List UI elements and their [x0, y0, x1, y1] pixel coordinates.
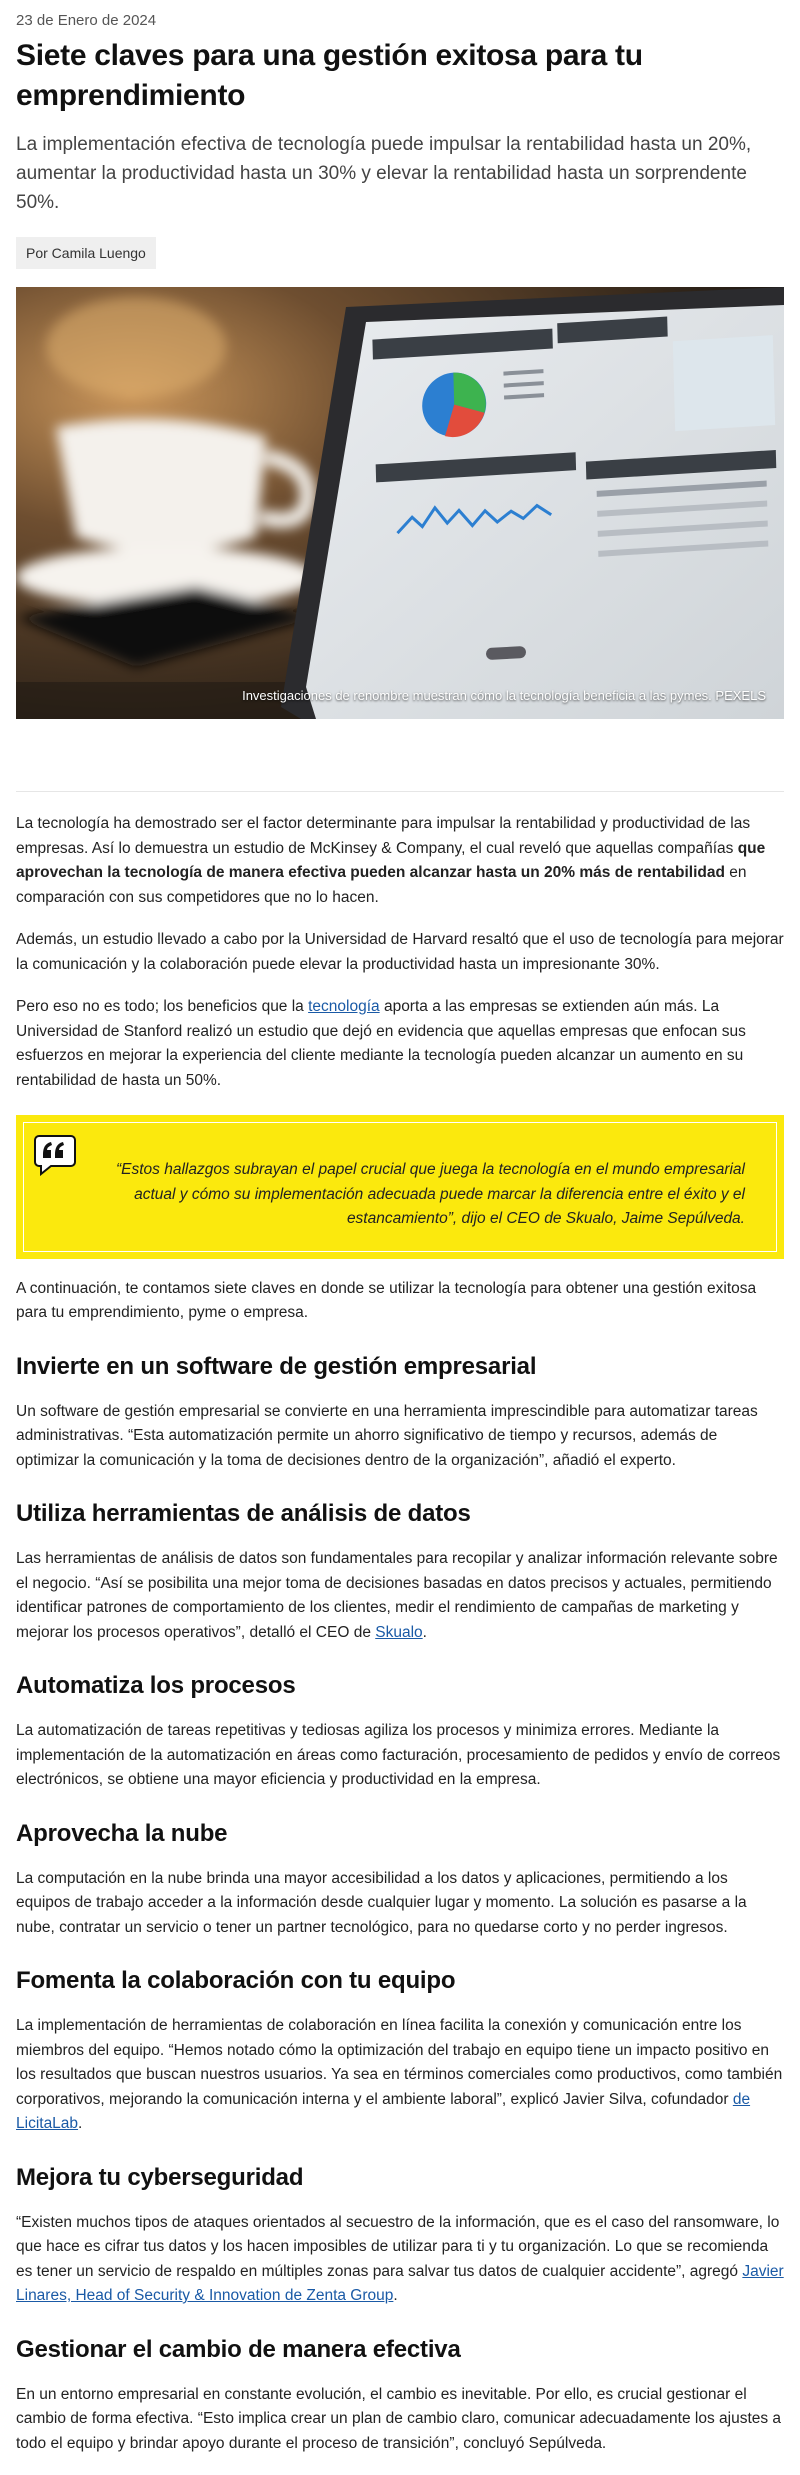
text: Las herramientas de análisis de datos son fundamentales para recopilar y analizar información relevante sobre el negocio. “Así se posibilita una mejor toma de decisiones basadas en datos precisos y actuales, permitiendo identificar patrones de comportamiento de los clientes, medir el rendimiento de campañas de marketing y mejorar los procesos operativos”, detalló el CEO de — [16, 1550, 778, 1641]
hero-image — [16, 287, 784, 719]
link-licitalab[interactable]: de LicitaLab — [16, 2090, 751, 2132]
text: . — [78, 2115, 83, 2132]
link-zenta-group[interactable]: Javier Linares, Head of Security & Innovation de Zenta Group — [16, 2262, 784, 2304]
author-byline[interactable]: Por Camila Luengo — [16, 237, 156, 269]
pull-quote — [16, 1115, 784, 1259]
section-title-7: Gestionar el cambio de manera efectiva — [16, 2335, 461, 2363]
article-body — [16, 812, 784, 2456]
article-subtitle: La implementación efectiva de tecnología puede impulsar la rentabilidad hasta un 20%, aumentar la productividad hasta un 30% y elevar la rentabilidad hasta un sorprendente 50%. — [16, 134, 752, 213]
section-text-3: La automatización de tareas repetitivas y tediosas agiliza los procesos y minimiza errores. Mediante la implementación de la automatización en áreas como facturación, procesamiento de pedidos y envío de correos electrónicos, se obtiene una mayor eficiencia y productividad en la empresa. — [16, 1722, 781, 1788]
section-text-7: En un entorno empresarial en constante evolución, el cambio es inevitable. Por ello, es crucial gestionar el cambio de forma efectiva. “Esto implica crear un plan de cambio claro, comunicar adecuadamente los ajustes a todo el equipo y brindar apoyo durante el proceso de transición”, concluyó Sepúlveda. — [16, 2385, 782, 2452]
section-title-2: Utiliza herramientas de análisis de datos — [16, 1500, 471, 1527]
article-date: 23 de Enero de 2024 — [16, 12, 157, 29]
section-text-6 — [16, 2211, 784, 2309]
paragraph-1 — [16, 812, 784, 910]
quote-icon — [33, 1132, 77, 1176]
text: . — [393, 2287, 398, 2304]
section-text-1: Un software de gestión empresarial se convierte en una herramienta imprescindible para automatizar tareas administrativas. “Esta automatización permite un ahorro significativo de tiempo y recursos, además de optimizar la comunicación y la toma de decisiones dentro de la organización”, añadió el experto. — [16, 1402, 758, 1469]
section-text-2 — [16, 1547, 784, 1645]
tablet-photo-illustration — [16, 287, 784, 719]
text: en comparación con sus competidores que no lo hacen. — [16, 864, 747, 906]
text: La tecnología ha demostrado ser el factor determinante para impulsar la rentabilidad y productividad de las empresas. Así lo demuestra un estudio de McKinsey & Company, el cual reveló que aquellas compañías — [16, 815, 751, 857]
text: La implementación de herramientas de colaboración en línea facilita la conexión y comunicación entre los miembros del equipo. “Hemos notado cómo la optimización del trabajo en equipo tiene un impacto positivo en los resultados que buscan nuestros usuarios. Ya sea en términos comerciales como productivos, como también corporativos, mejorando la comunicación interna y el ambiente laboral”, explicó Javier Silva, cofundador — [16, 2017, 783, 2108]
text: “Existen muchos tipos de ataques orientados al secuestro de la información, que es el caso del ransomware, lo que hace es cifrar tus datos y los hacen imposibles de utilizar para ti y tu organización. Lo que se recomienda es tener un servicio de respaldo en múltiples zonas para salvar tus datos de cualquier accidente”, agregó — [16, 2213, 780, 2280]
bold-text: que aprovechan la tecnología de manera efectiva pueden alcanzar hasta un 20% más de rentabilidad — [16, 839, 766, 881]
section-text-5 — [16, 2014, 784, 2137]
section-text-4: La computación en la nube brinda una mayor accesibilidad a los datos y aplicaciones, permitiendo a los equipos de trabajo acceder a la información desde cualquier lugar y momento. La solución es pasarse a la nube, contratar un servicio o tener un partner tecnológico, para no quedarse corto y no perder ingresos. — [16, 1869, 747, 1936]
section-title-4: Aprovecha la nube — [16, 1819, 228, 1847]
text: Pero eso no es todo; los beneficios que la — [16, 998, 309, 1015]
paragraph-4: A continuación, te contamos siete claves en donde se utilizar la tecnología para obtener una gestión exitosa para tu emprendimiento, pyme o empresa. — [16, 1279, 757, 1321]
divider — [16, 791, 784, 792]
link-skualo[interactable]: Skualo — [375, 1623, 423, 1641]
paragraph-2: Además, un estudio llevado a cabo por la Universidad de Harvard resaltó que el uso de tecnología para mejorar la comunicación y la colaboración puede elevar la productividad hasta un impresionante 30%. — [16, 931, 784, 973]
paragraph-3 — [16, 995, 784, 1093]
image-caption: Investigaciones de renombre muestran cómo la tecnología beneficia a las pymes. PEXELS — [242, 688, 766, 703]
quote-text: “Estos hallazgos subrayan el papel crucial que juega la tecnología en el mundo empresarial actual y cómo su implementación adecuada puede marcar la diferencia entre el éxito y el estancamiento”, dijo el CEO de Skualo, Jaime Sepúlveda. — [116, 1161, 745, 1227]
section-title-6: Mejora tu cyberseguridad — [16, 2163, 304, 2191]
text: . — [422, 1623, 427, 1641]
section-title-1: Invierte en un software de gestión empresarial — [16, 1352, 537, 1380]
section-title-5: Fomenta la colaboración con tu equipo — [16, 1967, 456, 1994]
section-title-3: Automatiza los procesos — [16, 1672, 296, 1699]
link-tecnologia[interactable]: tecnología — [308, 998, 380, 1015]
article-title: Siete claves para una gestión exitosa para tu emprendimiento — [16, 39, 643, 112]
text: aporta a las empresas se extienden aún más. La Universidad de Stanford realizó un estudio que dejó en evidencia que aquellas empresas que enfocan sus esfuerzos en mejorar la experiencia del cliente mediante la tecnología pueden alcanzar un aumento en su rentabilidad de hasta un 50%. — [16, 998, 746, 1089]
